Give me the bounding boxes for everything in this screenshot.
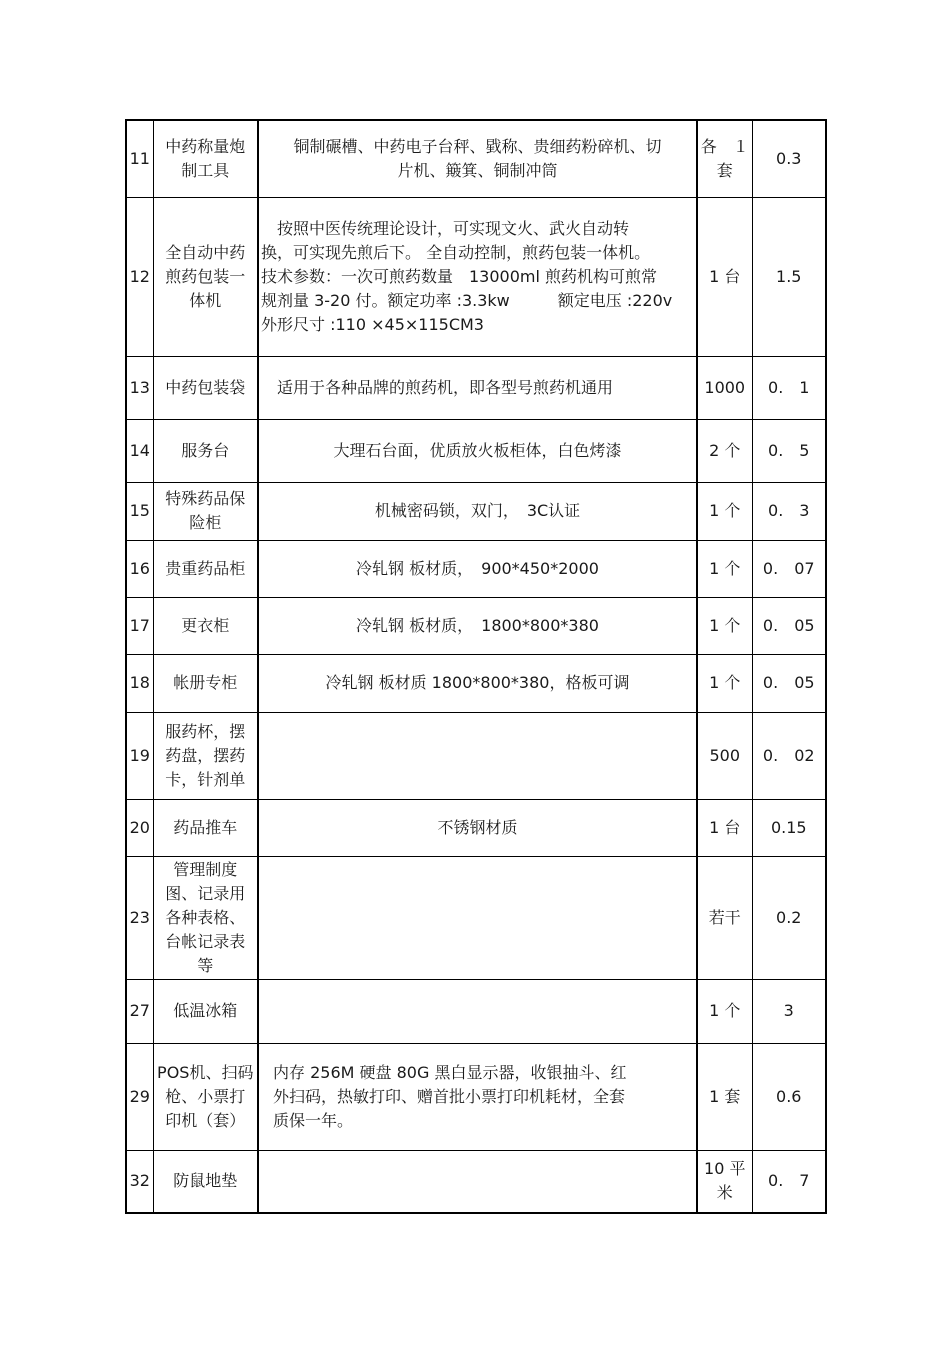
table-row xyxy=(126,356,826,419)
item-description: 冷轧钢 板材质 1800*800*380，格板可调 xyxy=(258,654,697,712)
item-quantity: 1000 xyxy=(697,356,752,419)
item-description: 机械密码锁，双门， 3C认证 xyxy=(258,482,697,540)
item-name: 更衣柜 xyxy=(153,597,258,654)
table-row xyxy=(126,597,826,654)
item-value: 0. 1 xyxy=(752,356,826,419)
row-number: 12 xyxy=(126,197,153,356)
item-description: 冷轧钢 板材质， 900*450*2000 xyxy=(258,540,697,597)
row-number: 14 xyxy=(126,419,153,482)
item-name: 全自动中药 煎药包装一 体机 xyxy=(153,197,258,356)
item-name: POS机、扫码 枪、小票打 印机（套） xyxy=(153,1043,258,1150)
row-number: 29 xyxy=(126,1043,153,1150)
row-number: 16 xyxy=(126,540,153,597)
item-description xyxy=(258,979,697,1043)
item-value: 0. 07 xyxy=(752,540,826,597)
item-name: 帐册专柜 xyxy=(153,654,258,712)
row-number: 13 xyxy=(126,356,153,419)
row-number: 15 xyxy=(126,482,153,540)
row-number: 27 xyxy=(126,979,153,1043)
item-name: 中药称量炮 制工具 xyxy=(153,120,258,197)
item-quantity: 500 xyxy=(697,712,752,799)
item-quantity: 各 １ 套 xyxy=(697,120,752,197)
item-quantity: 2 个 xyxy=(697,419,752,482)
item-quantity: 1 个 xyxy=(697,654,752,712)
item-quantity: 1 台 xyxy=(697,197,752,356)
item-value: 0.2 xyxy=(752,856,826,979)
item-description xyxy=(258,712,697,799)
item-name: 管理制度 图、记录用 各种表格、 台帐记录表 等 xyxy=(153,856,258,979)
item-quantity: 若干 xyxy=(697,856,752,979)
table-row xyxy=(126,540,826,597)
item-description: 铜制碾槽、中药电子台秤、戥称、贵细药粉碎机、切 片机、簸箕、铜制冲筒 xyxy=(258,120,697,197)
item-description: 按照中医传统理论设计，可实现文火、武火自动转 换，可实现先煎后下。 全自动控制，煎药包装一体机。 技术参数：一次可煎药数量 13000ml 煎药机构可煎常 规剂量 3-20 付。额定功率 :3.3kw 额定电压 :220v 外形尺寸 :110 ×45×115CM3 xyxy=(258,197,697,356)
table-row xyxy=(126,120,826,197)
item-name: 服务台 xyxy=(153,419,258,482)
table-row xyxy=(126,712,826,799)
table-row xyxy=(126,482,826,540)
item-value: 0. 5 xyxy=(752,419,826,482)
table-row xyxy=(126,979,826,1043)
item-value: 0.6 xyxy=(752,1043,826,1150)
table-row xyxy=(126,654,826,712)
item-quantity: 1 个 xyxy=(697,540,752,597)
item-description: 不锈钢材质 xyxy=(258,799,697,856)
item-quantity: 1 个 xyxy=(697,482,752,540)
row-number: 23 xyxy=(126,856,153,979)
table-row xyxy=(126,419,826,482)
item-value: 0.3 xyxy=(752,120,826,197)
item-description: 内存 256M 硬盘 80G 黑白显示器，收银抽斗、红 外扫码，热敏打印、赠首批小票打印机耗材，全套 质保一年。 xyxy=(258,1043,697,1150)
item-quantity: 1 个 xyxy=(697,597,752,654)
item-name: 中药包装袋 xyxy=(153,356,258,419)
item-description: 适用于各种品牌的煎药机，即各型号煎药机通用 xyxy=(258,356,697,419)
item-quantity: 1 台 xyxy=(697,799,752,856)
item-value: 0. 02 xyxy=(752,712,826,799)
item-value: 0. 3 xyxy=(752,482,826,540)
equipment-table xyxy=(125,119,827,1214)
item-name: 特殊药品保 险柜 xyxy=(153,482,258,540)
table-row xyxy=(126,1043,826,1150)
table-row xyxy=(126,799,826,856)
row-number: 11 xyxy=(126,120,153,197)
item-description xyxy=(258,856,697,979)
table-row xyxy=(126,856,826,979)
item-name: 服药杯，摆 药盘，摆药 卡，针剂单 xyxy=(153,712,258,799)
item-value: 1.5 xyxy=(752,197,826,356)
table-row xyxy=(126,1150,826,1213)
item-name: 药品推车 xyxy=(153,799,258,856)
item-quantity: 1 个 xyxy=(697,979,752,1043)
table-row xyxy=(126,197,826,356)
row-number: 18 xyxy=(126,654,153,712)
item-description: 大理石台面，优质放火板柜体，白色烤漆 xyxy=(258,419,697,482)
item-quantity: 1 套 xyxy=(697,1043,752,1150)
item-value: 0. 05 xyxy=(752,654,826,712)
row-number: 19 xyxy=(126,712,153,799)
item-name: 防鼠地垫 xyxy=(153,1150,258,1213)
item-description: 冷轧钢 板材质， 1800*800*380 xyxy=(258,597,697,654)
item-name: 贵重药品柜 xyxy=(153,540,258,597)
item-value: 3 xyxy=(752,979,826,1043)
item-name: 低温冰箱 xyxy=(153,979,258,1043)
item-quantity: 10 平 米 xyxy=(697,1150,752,1213)
row-number: 17 xyxy=(126,597,153,654)
item-value: 0.15 xyxy=(752,799,826,856)
row-number: 32 xyxy=(126,1150,153,1213)
row-number: 20 xyxy=(126,799,153,856)
item-value: 0. 7 xyxy=(752,1150,826,1213)
item-description xyxy=(258,1150,697,1213)
item-value: 0. 05 xyxy=(752,597,826,654)
